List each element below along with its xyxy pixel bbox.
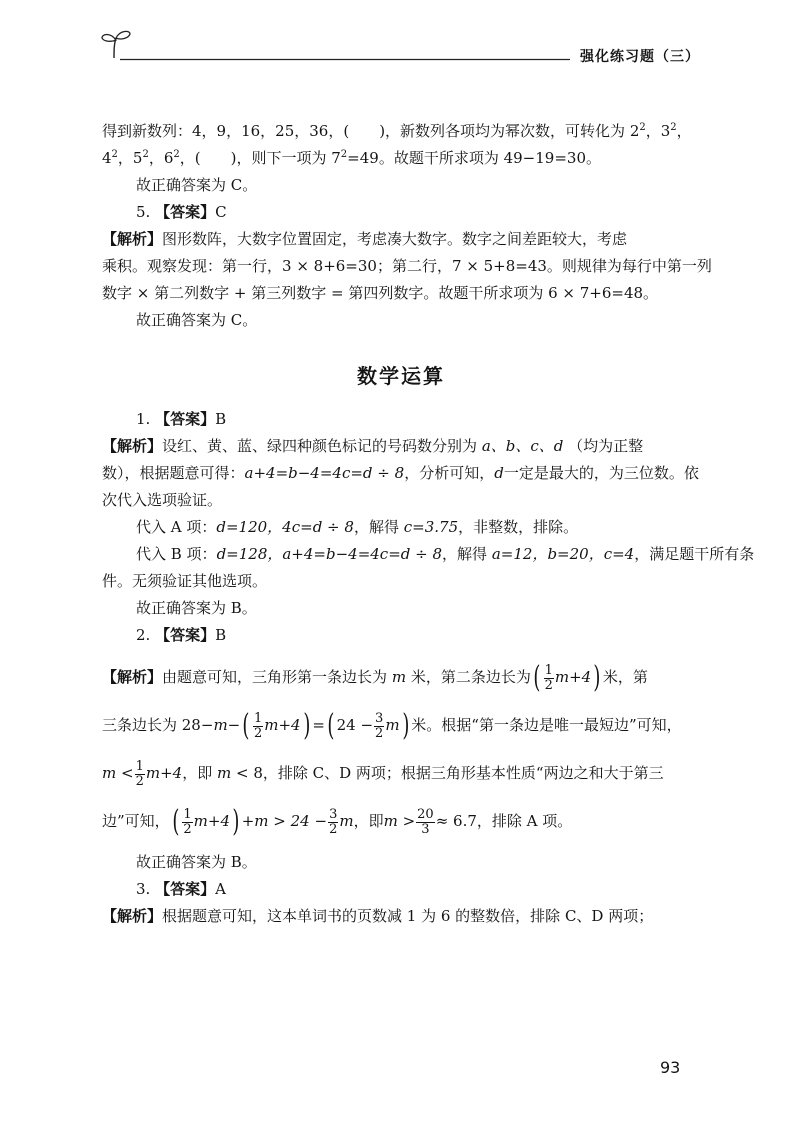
page-header [100, 28, 700, 68]
fraction: $\frac{20}{3}$ [417, 806, 434, 837]
fraction: $\frac{3}{2}$ [375, 710, 384, 741]
paragraph-line: $4^2$，$5^2$，$6^2$，( )，则下一项为 $7^2=49$。故题干所求项为 49−19=30。 [102, 149, 601, 167]
analysis-line: 代入 B 项：d=128，a+4=b−4=4c=d ÷ 8，解得 a=12，b=20，c=4，满足题干所有条 [136, 545, 755, 563]
header-rule [120, 58, 570, 61]
page-number: 93 [660, 1058, 681, 1077]
analysis-line: 边”可知，( $\frac{1}{2}$ m+4) +m > 24 − $\frac{3}{2}$ m，即m > $\frac{20}{3}$ ≈ 6.7，排除 A 项。 [102, 804, 573, 839]
analysis-line: 代入 A 项：d=120，4c=d ÷ 8，解得 c=3.75，非整数，排除。 [136, 518, 579, 536]
answer-line: 5. 【答案】C [136, 203, 227, 221]
analysis-line: 数字 × 第二列数字 + 第三列数字 = 第四列数字。故题干所求项为 6 × 7+6=48。 [102, 284, 659, 302]
conclusion-line: 故正确答案为 C。 [136, 311, 258, 329]
fraction: $\frac{1}{2}$ [253, 710, 263, 741]
analysis-line: 【解析】根据题意可知，这本单词书的页数减 1 为 6 的整数倍，排除 C、D 两项； [102, 907, 654, 925]
paragraph-line: 得到新数列：4，9，16，25，36，( )，新数列各项均为幂次数，可转化为 $2^2$，$3^2$， [102, 122, 692, 140]
answer-line: 3. 【答案】A [136, 880, 226, 898]
analysis-line: 三条边长为 28−m−( $\frac{1}{2}$ m+4) =( 24 − $\frac{3}{2}$ m) 米。根据“第一条边是唯一最短边”可知， [102, 708, 682, 743]
fraction: $\frac{1}{2}$ [135, 758, 144, 789]
conclusion-line: 故正确答案为 C。 [136, 176, 258, 194]
analysis-line: 【解析】由题意可知，三角形第一条边长为 m 米，第二条边长为( $\frac{1}{2}$ m+4) 米，第 [102, 660, 648, 695]
analysis-line: 【解析】图形数阵，大数字位置固定，考虑凑大数字。数字之间差距较大，考虑 [102, 230, 628, 248]
fraction: $\frac{1}{2}$ [183, 806, 192, 837]
analysis-line: 件。无须验证其他选项。 [102, 572, 268, 590]
analysis-line: 【解析】设红、黄、蓝、绿四种颜色标记的号码数分别为 a、b、c、d （均为正整 [102, 437, 644, 455]
header-title: 强化练习题（三） [580, 49, 700, 65]
fraction: $\frac{3}{2}$ [329, 806, 338, 837]
analysis-line: 次代入选项验证。 [102, 491, 223, 509]
main-content [102, 118, 755, 930]
section-title: 数学运算 [357, 364, 445, 388]
answer-line: 1. 【答案】B [136, 410, 227, 428]
analysis-line: 乘积。观察发现：第一行，3 × 8+6=30；第二行，7 × 5+8=43。则规律为每行中第一列 [102, 257, 712, 275]
answer-line: 2. 【答案】B [136, 626, 227, 644]
sprout-icon [100, 28, 140, 62]
analysis-line: 数），根据题意可得：a+4=b−4=4c=d ÷ 8，分析可知，d一定是最大的，为三位数。依 [102, 464, 699, 482]
conclusion-line: 故正确答案为 B。 [136, 853, 257, 871]
fraction: $\frac{1}{2}$ [544, 662, 553, 693]
conclusion-line: 故正确答案为 B。 [136, 599, 257, 617]
analysis-line: m < $\frac{1}{2}$ m+4，即 m < 8，排除 C、D 两项；根据三角形基本性质“两边之和大于第三 [102, 758, 664, 789]
